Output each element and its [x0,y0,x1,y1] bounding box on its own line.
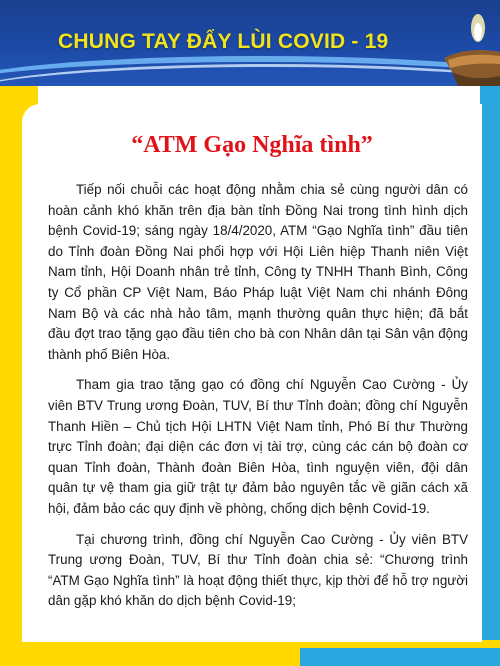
frame-blue-bottom [300,648,500,666]
frame-blue-right [480,86,500,666]
article-body [48,180,468,622]
article-paragraph: Tham gia trao tặng gạo có đồng chí Nguyễn Cao Cường - Ủy viên BTV Trung ương Đoàn, TUV, Bí thư Tỉnh đoàn; đồng chí Nguyễn Thanh Hiền – Chủ tịch Hội LHTN Việt Nam tỉnh, Phó Bí thư Thường trực Tỉnh đoàn; đại diện các đơn vị tài trợ, cùng các cán bộ đoàn cơ quan Tỉnh đoàn, Thành đoàn Biên Hòa, tình nguyện viên, đội dân quân tự vệ tham gia giữ trật tự đảm bảo nguyên tắc về giãn cách xã hội, đảm bảo các quy định về phòng, chống dịch bệnh Covid-19. [48,377,468,516]
header-banner [0,0,500,86]
article-paragraph: Tiếp nối chuỗi các hoạt động nhằm chia sẻ cùng người dân có hoàn cảnh khó khăn trên địa bàn tỉnh Đồng Nai trong tình hình dịch bệnh Covid-19; sáng ngày 18/4/2020, ATM “Gạo Nghĩa tình” đầu tiên do Tỉnh đoàn Đồng Nai phối hợp với Hội Liên hiệp Thanh niên Việt Nam tỉnh, Hội Doanh nhân trẻ tỉnh, Công ty TNHH Thanh Bình, Công ty Cổ phần CP Việt Nam, Báo Pháp luật Việt Nam chi nhánh Đông Nam Bộ và các nhà hảo tâm, mạnh thường quân thực hiện; đã bắt đầu đợt trao tặng gạo đầu tiên cho bà con Nhân dân tại Sân vận động thành phố Biên Hòa. [48,182,468,362]
header-title: CHUNG TAY ĐẨY LÙI COVID - 19 [58,30,389,53]
oil-lamp-icon [438,12,500,86]
article-paragraph: Tại chương trình, đồng chí Nguyễn Cao Cường - Ủy viên BTV Trung ương Đoàn, TUV, Bí thư Tỉnh đoàn chia sẻ: “Chương trình “ATM Gạo Nghĩa tình” là hoạt động thiết thực, kịp thời để hỗ trợ người dân gặp khó khăn do dịch bệnh Covid-19; [48,531,468,609]
article-title: “ATM Gạo Nghĩa tình” [131,132,373,158]
